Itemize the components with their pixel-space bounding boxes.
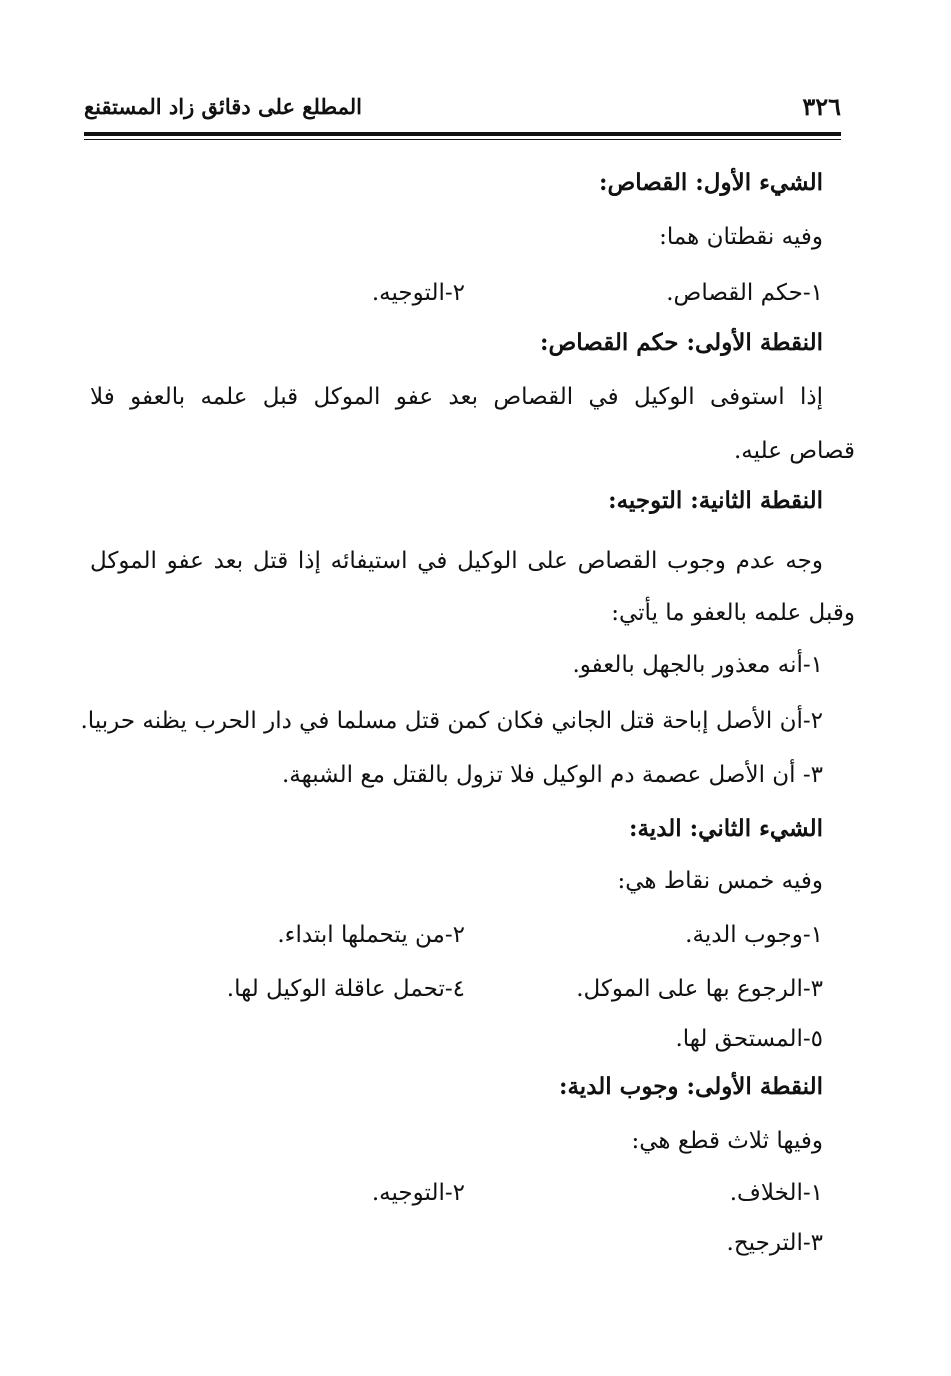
list-item: ١-أنه معذور بالجهل بالعفو. xyxy=(572,652,823,678)
list-item: ٥-المستحق لها. xyxy=(675,1026,823,1052)
list-item: ١-الخلاف. xyxy=(729,1180,823,1206)
list-item: ٣-الرجوع بها على الموكل. xyxy=(576,976,823,1002)
heading-point-one-diya: النقطة الأولى: وجوب الدية: xyxy=(558,1073,823,1100)
list-item: ٣- أن الأصل عصمة دم الوكيل فلا تزول بالقتل مع الشبهة. xyxy=(281,762,823,788)
list-item: ٢-من يتحملها ابتداء. xyxy=(277,922,465,948)
list-item: ١-حكم القصاص. xyxy=(666,280,823,306)
list-item: ٢-التوجيه. xyxy=(371,1180,465,1206)
list-item: ٢-التوجيه. xyxy=(371,280,465,306)
page-number: ٣٢٦ xyxy=(802,92,841,121)
list-item: ٤-تحمل عاقلة الوكيل لها. xyxy=(226,976,465,1002)
running-title: المطلع على دقائق زاد المستقنع xyxy=(84,94,363,119)
header-rule-thin xyxy=(84,139,841,140)
list-item: ٣-الترجيح. xyxy=(726,1230,823,1256)
text-line: وفيه نقطتان هما: xyxy=(659,224,823,250)
text-line: وفيها ثلاث قطع هي: xyxy=(631,1128,823,1154)
heading-first-thing: الشيء الأول: القصاص: xyxy=(598,169,823,196)
heading-point-two: النقطة الثانية: التوجيه: xyxy=(608,487,823,514)
list-item: ١-وجوب الدية. xyxy=(685,922,823,948)
heading-point-one: النقطة الأولى: حكم القصاص: xyxy=(540,329,823,356)
paragraph-line: وقبل علمه بالعفو ما يأتي: xyxy=(611,600,855,626)
list-item: ٢-أن الأصل إباحة قتل الجاني فكان كمن قتل مسلما في دار الحرب يظنه حربيا. xyxy=(80,708,823,734)
paragraph-line: إذا استوفى الوكيل في القصاص بعد عفو الموكل قبل علمه بالعفو فلا xyxy=(90,384,823,410)
heading-second-thing: الشيء الثاني: الدية: xyxy=(628,815,823,842)
text-line: وفيه خمس نقاط هي: xyxy=(617,868,823,894)
paragraph-line: قصاص عليه. xyxy=(734,438,855,464)
paragraph-line: وجه عدم وجوب القصاص على الوكيل في استيفائه إذا قتل بعد عفو الموكل xyxy=(90,548,823,574)
page-header xyxy=(84,92,841,126)
header-rule-thick xyxy=(84,132,841,136)
